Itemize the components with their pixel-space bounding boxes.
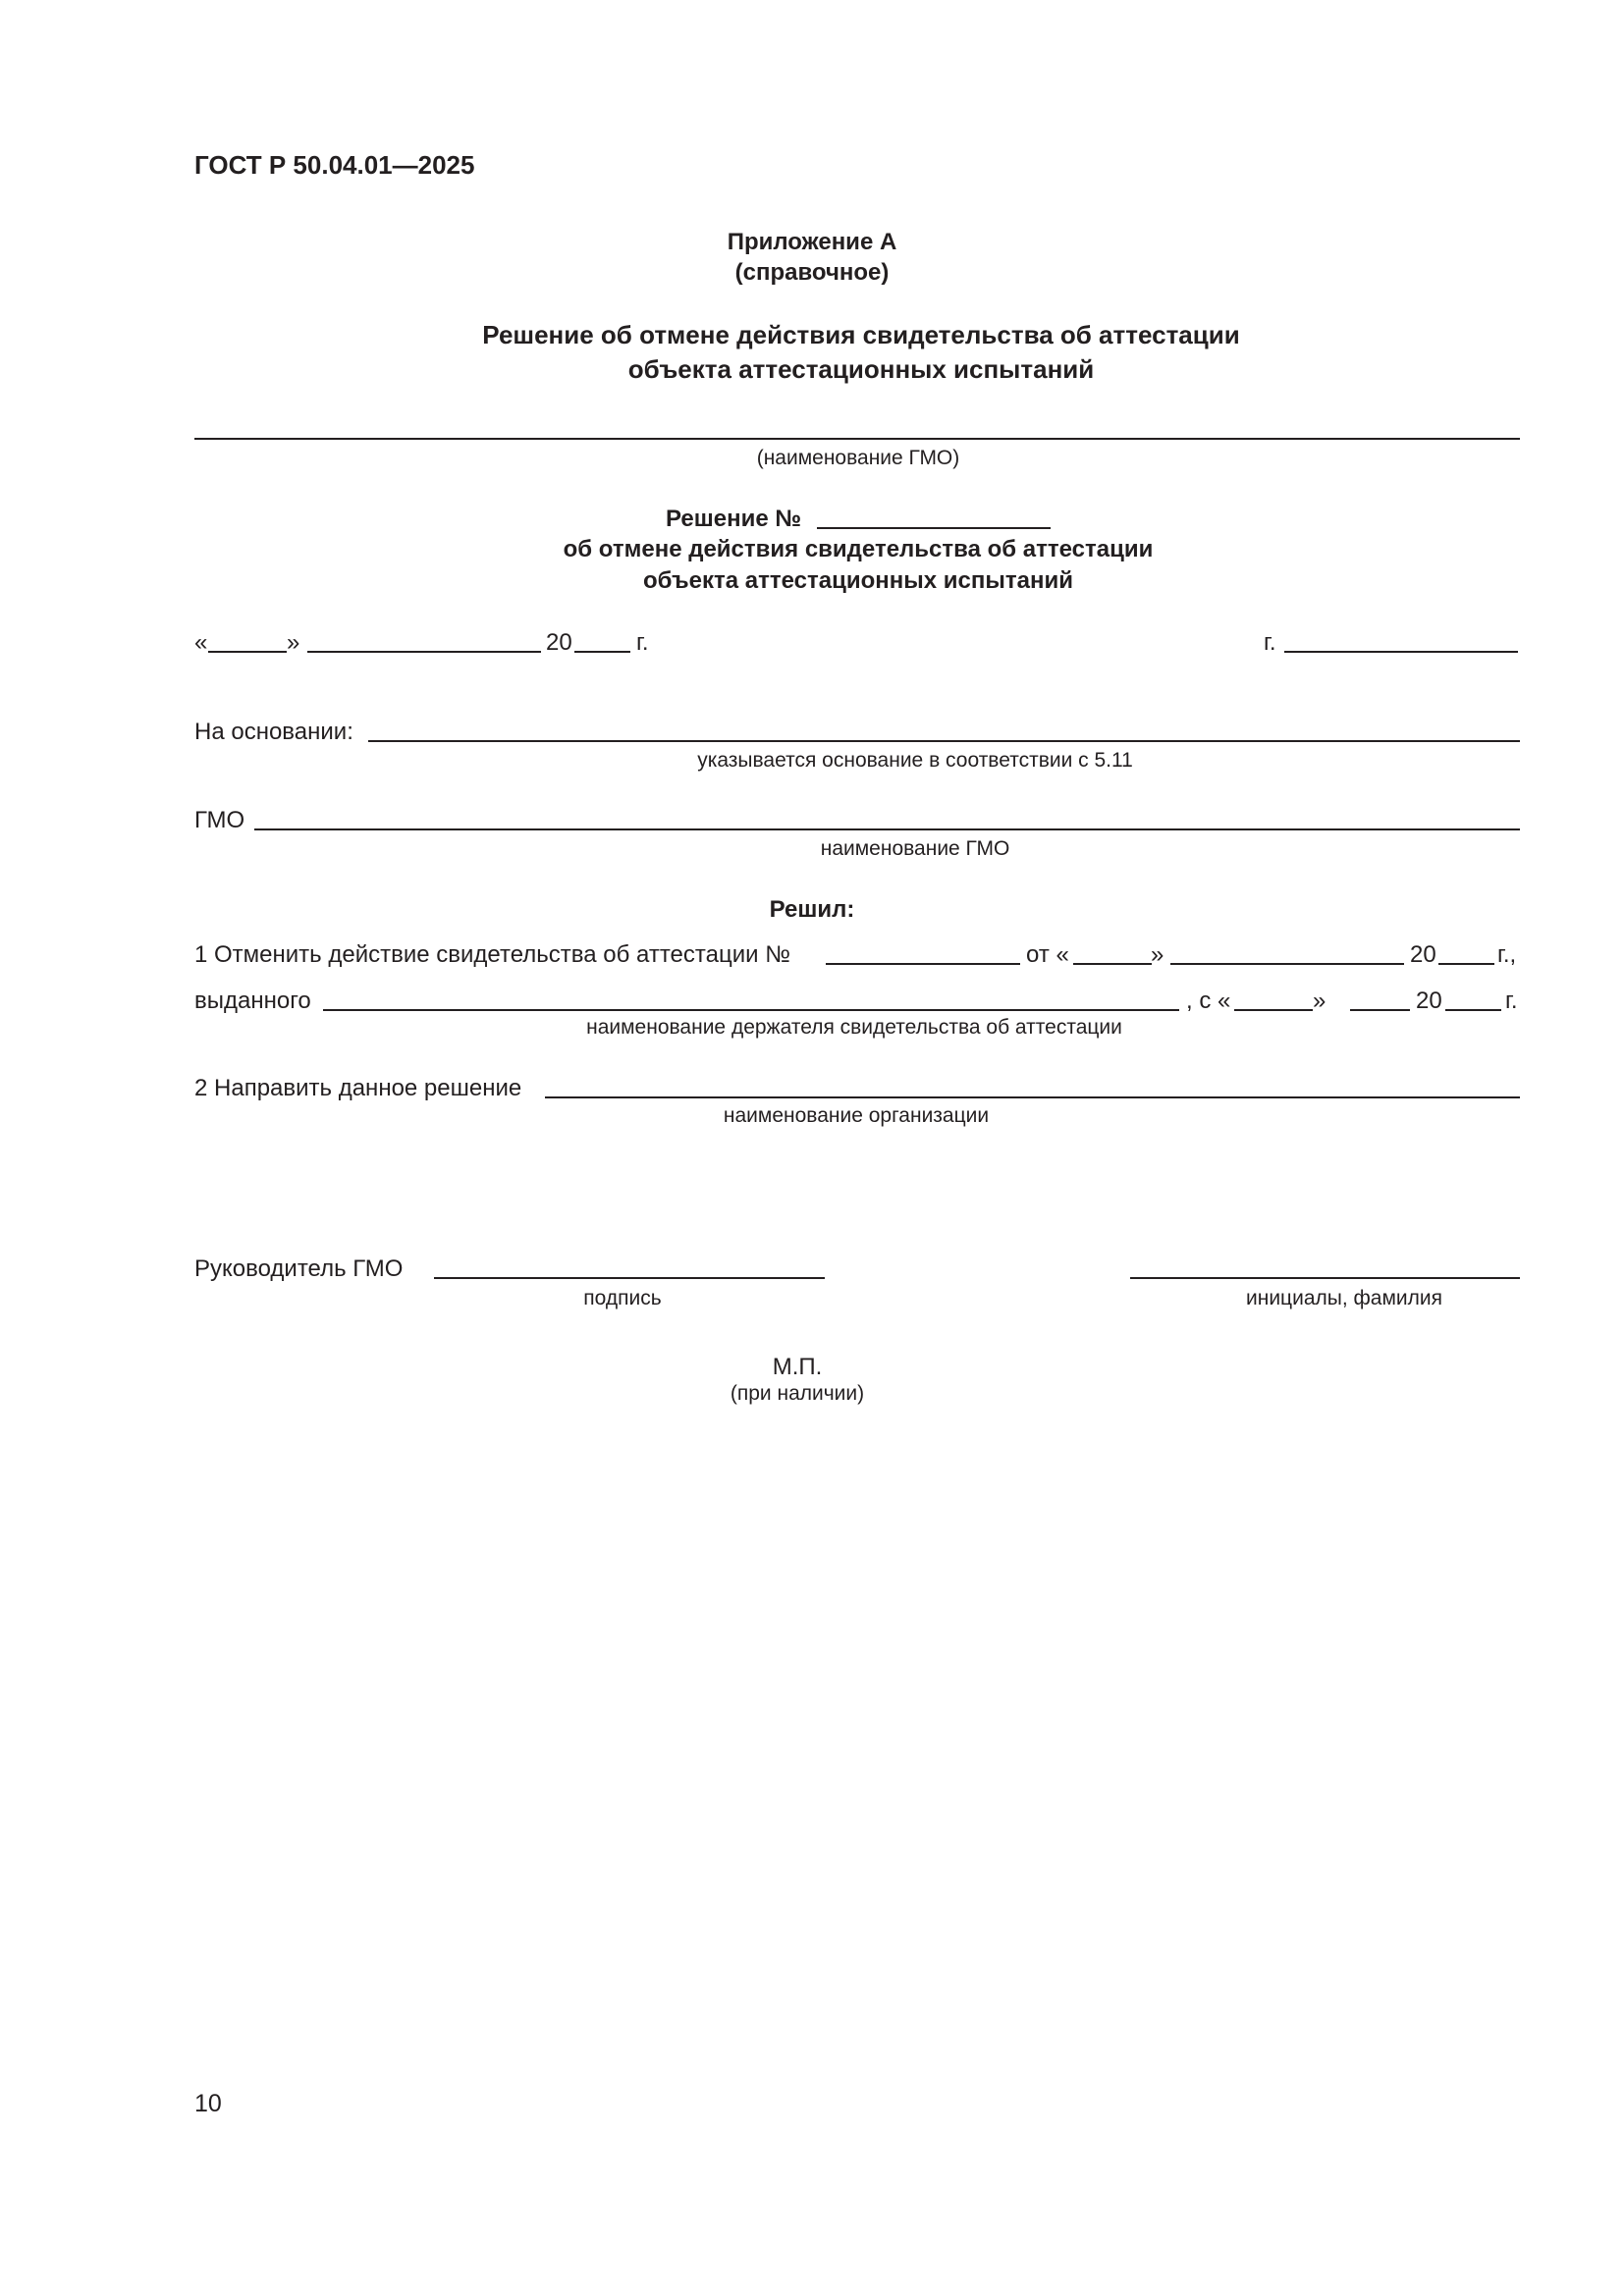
basis-caption: указывается основание в соответствии с 5.11 — [697, 749, 1133, 772]
issued-label: выданного — [194, 988, 311, 1014]
item1-year-prefix: 20 — [1410, 941, 1436, 968]
date-day-line — [208, 651, 287, 653]
appendix-subtitle: (справочное) — [734, 259, 890, 286]
issued-close-quote: » — [1313, 988, 1326, 1014]
org-name-line — [194, 438, 1520, 440]
item1-close-quote: » — [1151, 941, 1164, 968]
item1-month-line — [1170, 963, 1404, 965]
gmo-caption: наименование ГМО — [820, 837, 1010, 860]
signature-caption: подпись — [583, 1287, 662, 1309]
date-month-line — [307, 651, 541, 653]
date-close-quote: » — [287, 629, 300, 656]
date-open-quote: « — [194, 629, 208, 656]
date-year-prefix: 20 — [546, 629, 572, 656]
gmo-label: ГМО — [194, 807, 245, 833]
signature-line[interactable] — [434, 1277, 825, 1279]
page-number: 10 — [194, 2090, 222, 2117]
item1-from: от « — [1026, 941, 1069, 968]
item2-caption: наименование организации — [723, 1104, 990, 1127]
appendix-heading-line1: Решение об отмене действия свидетельства об аттестации — [482, 320, 1240, 349]
issued-since: , с « — [1186, 988, 1231, 1014]
org-name-caption: (наименование ГМО) — [756, 447, 960, 469]
resolved-label: Решил: — [769, 896, 855, 923]
decision-number-line — [817, 527, 1051, 529]
basis-line — [368, 740, 1520, 742]
city-line — [1284, 651, 1518, 653]
city-label: г. — [1264, 629, 1276, 656]
item2-text: 2 Направить данное решение — [194, 1075, 522, 1101]
decision-title-line2: об отмене действия свидетельства об аттестации — [563, 536, 1154, 562]
date-year-suffix: г. — [636, 629, 649, 656]
appendix-heading-line2: объекта аттестационных испытаний — [627, 354, 1095, 384]
item2-org-line — [545, 1096, 1520, 1098]
decision-title-line3: объекта аттестационных испытаний — [643, 567, 1073, 594]
item1-number-line — [826, 963, 1020, 965]
holder-caption: наименование держателя свидетельства об аттестации — [586, 1016, 1122, 1039]
gmo-line — [254, 828, 1520, 830]
name-caption: инициалы, фамилия — [1246, 1287, 1442, 1309]
stamp-label: М.П. — [772, 1354, 823, 1380]
head-label: Руководитель ГМО — [194, 1255, 404, 1282]
stamp-caption: (при наличии) — [730, 1382, 865, 1405]
item1-year-suffix: г., — [1497, 941, 1517, 968]
issued-year-suffix: г. — [1505, 988, 1518, 1014]
standard-code: ГОСТ Р 50.04.01—2025 — [194, 150, 475, 180]
issued-holder-line — [323, 1009, 1179, 1011]
issued-year-prefix: 20 — [1416, 988, 1442, 1014]
issued-year-line — [1445, 1009, 1501, 1011]
appendix-title: Приложение А — [727, 229, 897, 255]
decision-label: Решение № — [666, 506, 802, 532]
issued-day-line — [1234, 1009, 1313, 1011]
item1-text: 1 Отменить действие свидетельства об аттестации № — [194, 941, 790, 968]
name-line — [1130, 1277, 1520, 1279]
item1-year-line — [1438, 963, 1494, 965]
date-year-line — [574, 651, 630, 653]
basis-label: На основании: — [194, 719, 353, 745]
issued-month-line — [1350, 1009, 1410, 1011]
item1-day-line — [1073, 963, 1152, 965]
